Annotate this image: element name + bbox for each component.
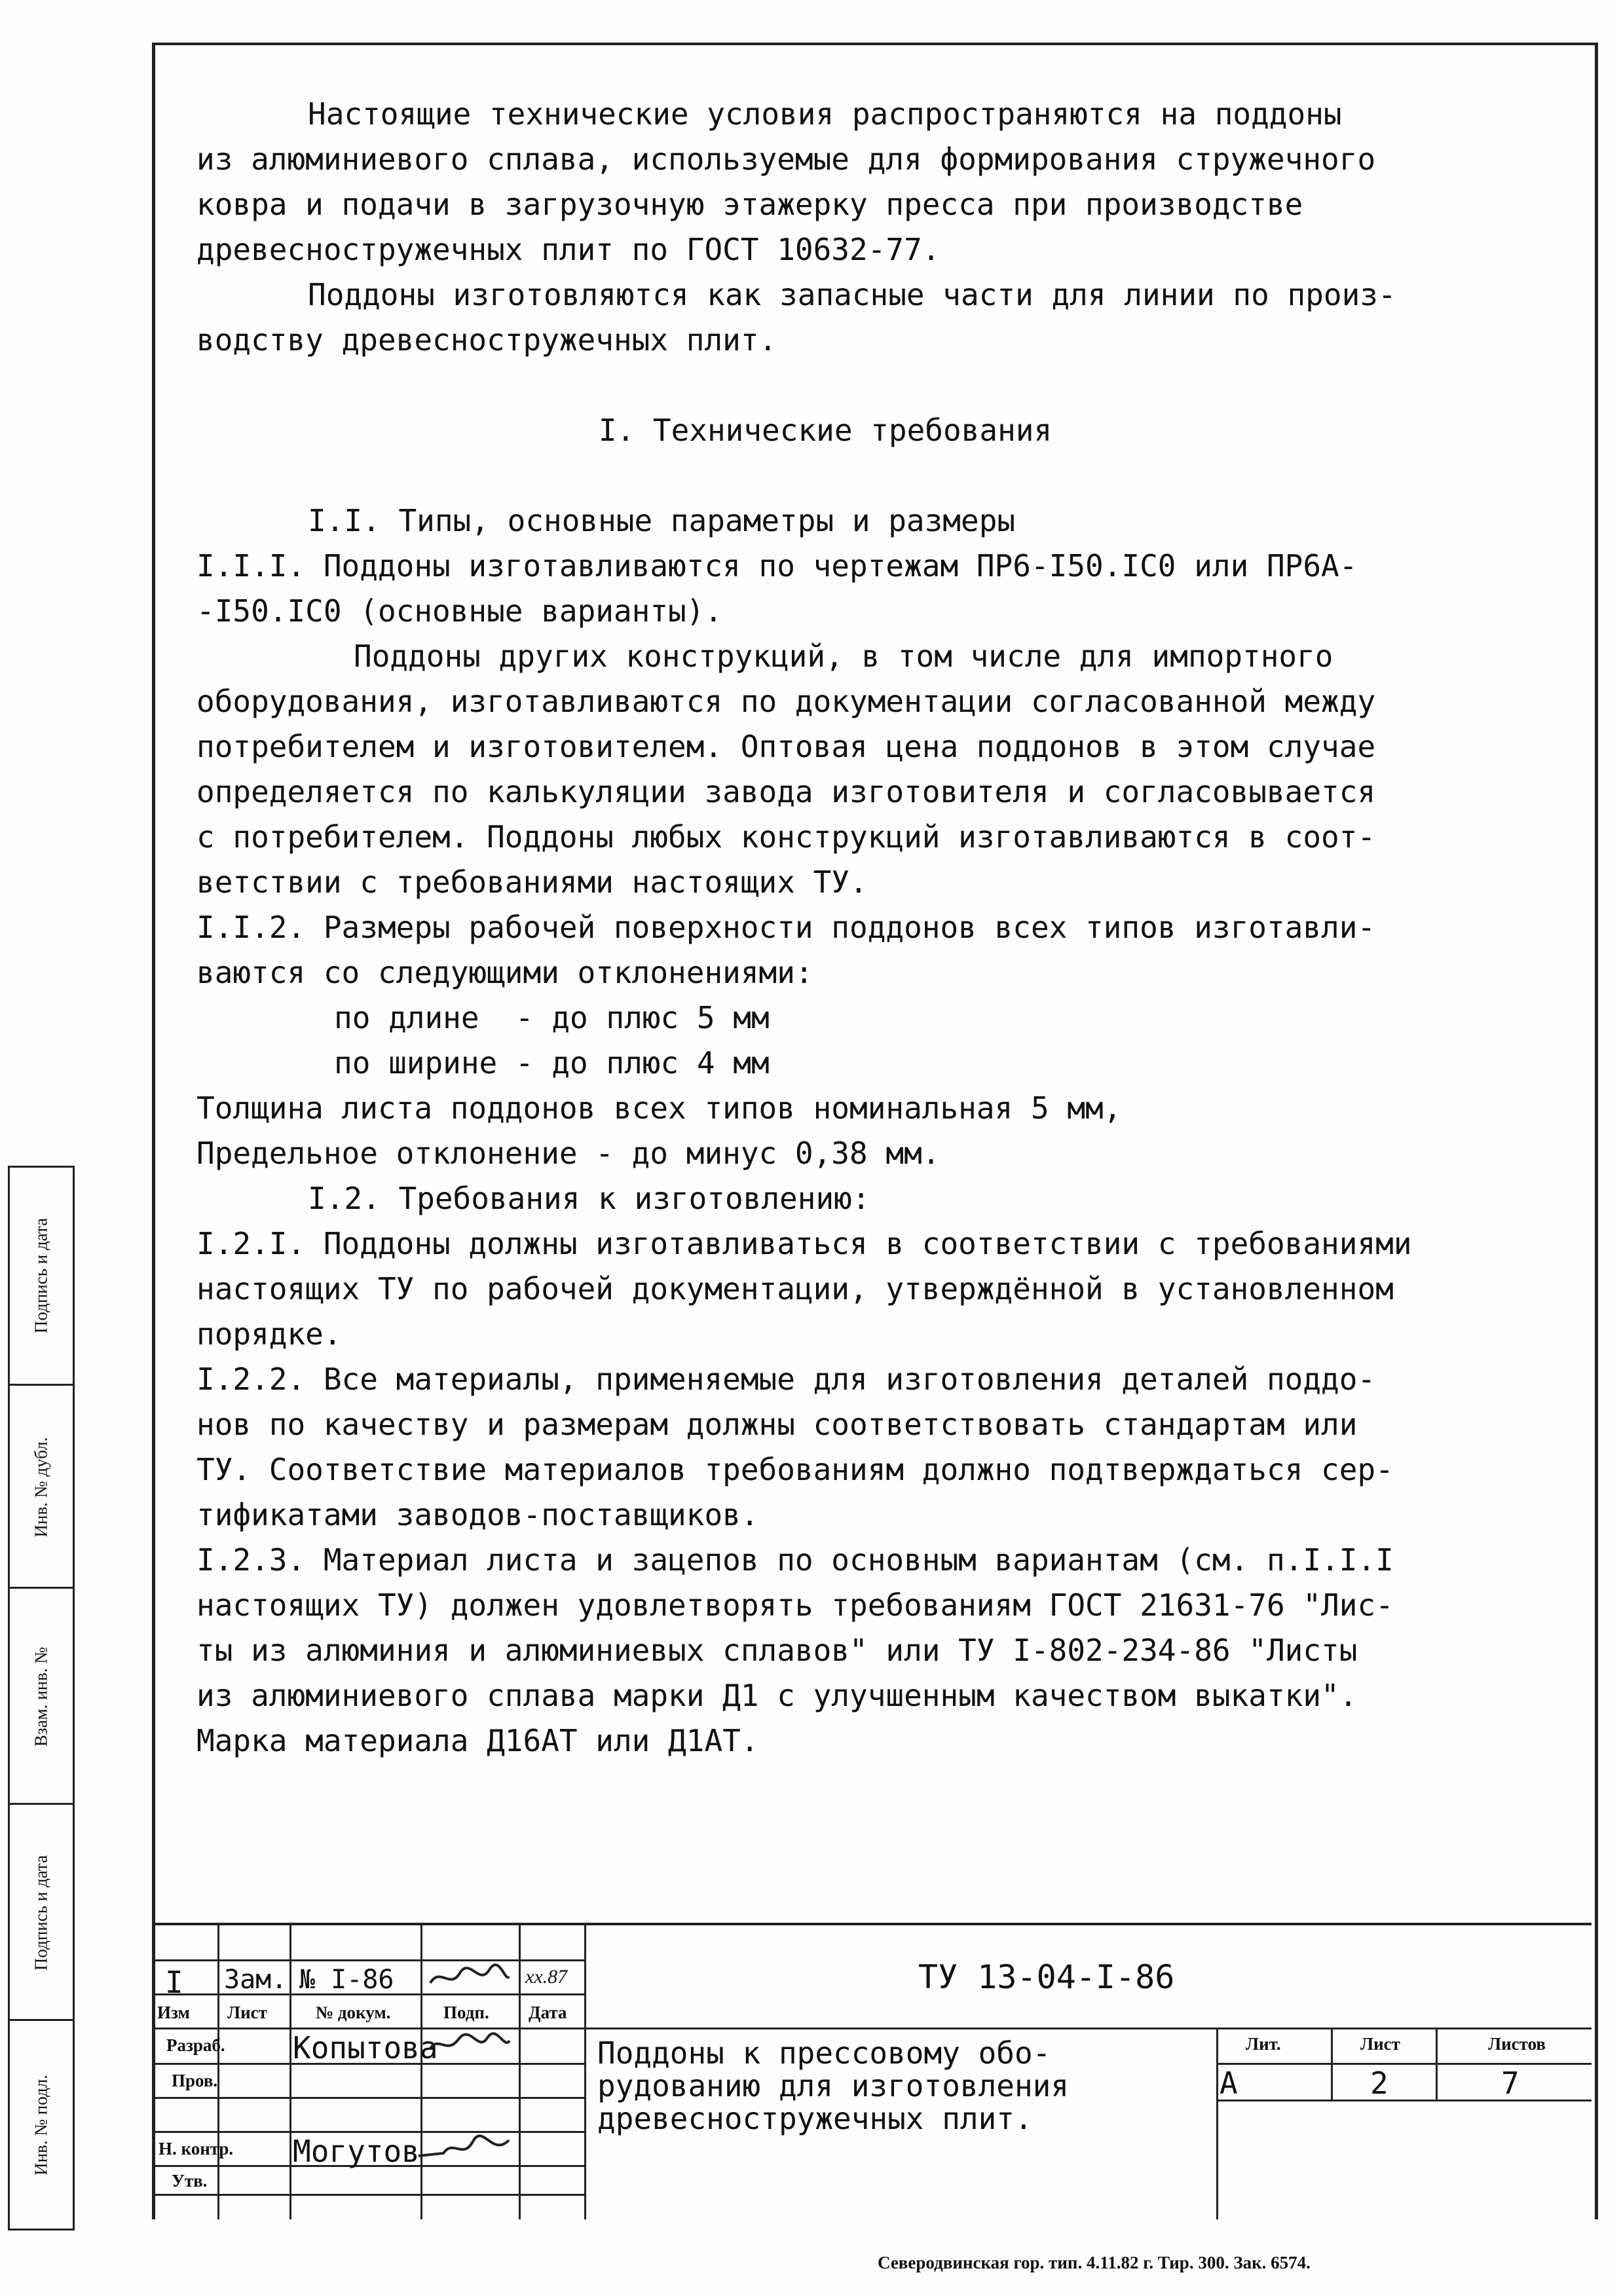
- hdr-sign: Подп.: [443, 2003, 489, 2022]
- strip-cell-inv-podl: Инв. № подл.: [10, 2019, 73, 2229]
- body-line: тификатами заводов-поставщиков.: [196, 1497, 759, 1532]
- body-line: по ширине - до плюс 4 мм: [334, 1045, 770, 1081]
- role-razrab: Разраб.: [166, 2035, 225, 2055]
- rev-date: хх.87: [525, 1966, 568, 1988]
- hdr-listov: Листов: [1488, 2034, 1546, 2054]
- body-line: по длине - до плюс 5 мм: [334, 1000, 770, 1035]
- body-line: Поддоны других конструкций, в том числе для импортного: [354, 639, 1333, 674]
- strip-cell-inv-dubl: Инв. № дубл.: [10, 1384, 73, 1589]
- printer-imprint: Северодвинская гор. тип. 4.11.82 г. Тир. 300. Зак. 6574.: [878, 2253, 1311, 2272]
- hdr-lit: Лит.: [1246, 2034, 1281, 2054]
- body-line: настоящих ТУ) должен удовлетворять требованиям ГОСТ 21631-76 "Лис-: [196, 1587, 1394, 1623]
- signature-icon: [427, 1963, 512, 1992]
- designation: ТУ 13-04-I-86: [918, 1958, 1175, 1996]
- body-line: ваются со следующими отклонениями:: [196, 955, 813, 990]
- body-line: -I50.IC0 (основные варианты).: [196, 593, 723, 629]
- body-line: порядке.: [196, 1316, 342, 1352]
- body-line: I.2.I. Поддоны должны изготавливаться в соответствии с требованиями: [196, 1226, 1412, 1261]
- body-line: I.I.I. Поддоны изготавливаются по чертежам ПР6-I50.IC0 или ПР6А-: [196, 548, 1358, 583]
- body-line: настоящих ТУ по рабочей документации, утверждённой в установленном: [196, 1271, 1394, 1306]
- body-line: Настоящие технические условия распространяются на поддоны: [308, 96, 1342, 132]
- rev-signature: [427, 1963, 512, 1999]
- strip-cell-vzam-inv: Взам. инв. №: [10, 1587, 73, 1805]
- title-block: [152, 1923, 1592, 2219]
- body-line: Толщина листа поддонов всех типов номинальная 5 мм,: [196, 1090, 1122, 1126]
- hdr-izm: Изм: [157, 2003, 190, 2022]
- list-value: 2: [1370, 2065, 1388, 2101]
- body-line: [196, 363, 1585, 408]
- signature-icon: [417, 2134, 512, 2162]
- razrab-signature: [427, 2030, 512, 2066]
- body-line: I.2.3. Материал листа и зацепов по основным вариантам (см. п.I.I.I: [196, 1542, 1394, 1578]
- signature-icon: [427, 2030, 512, 2059]
- body-line: [196, 453, 1585, 498]
- body-line: I.I. Типы, основные параметры и размеры: [308, 503, 1016, 538]
- rev-doc-no: № I-86: [299, 1965, 394, 1995]
- hdr-list-sheet: Лист: [1360, 2034, 1400, 2054]
- document-body: [196, 92, 1585, 1764]
- hdr-date: Дата: [529, 2003, 567, 2022]
- lit-value: А: [1220, 2065, 1238, 2101]
- strip-cell-podpis-data-1: Подпись и дата: [31, 1217, 51, 1334]
- body-line: I.2. Требования к изготовлению:: [308, 1181, 870, 1216]
- body-line: оборудования, изготавливаются по документации согласованной между: [196, 684, 1376, 719]
- body-line: определяется по калькуляции завода изготовителя и согласовывается: [196, 774, 1376, 809]
- name-razrab: Копытова: [293, 2030, 438, 2065]
- body-line: Поддоны изготовляются как запасные части для линии по произ-: [308, 277, 1396, 312]
- body-line: Марка материала Д16АТ или Д1АТ.: [196, 1723, 759, 1758]
- hdr-list: Лист: [227, 2003, 267, 2022]
- nkontr-signature: [417, 2134, 512, 2170]
- binding-strip: [8, 1166, 75, 2231]
- strip-cell-podpis-data-2: Подпись и дата: [10, 1803, 73, 2021]
- body-line: Предельное отклонение - до минус 0,38 мм.: [196, 1136, 941, 1171]
- role-prov: Пров.: [172, 2071, 218, 2090]
- body-line: из алюминиевого сплава, используемые для формирования стружечного: [196, 141, 1376, 177]
- body-line: I.I.2. Размеры рабочей поверхности поддонов всех типов изготавли-: [196, 910, 1376, 945]
- body-line: ветствии с требованиями настоящих ТУ.: [196, 864, 868, 900]
- rev-list: Зам.: [224, 1965, 288, 1995]
- body-line: ТУ. Соответствие материалов требованиям должно подтверждаться сер-: [196, 1452, 1394, 1487]
- name-nkontr: Могутов: [293, 2134, 420, 2169]
- listov-value: 7: [1501, 2065, 1519, 2101]
- body-line: I. Технические требования: [598, 413, 1053, 448]
- body-line: ты из алюминия и алюминиевых сплавов" или ТУ I-802-234-86 "Листы: [196, 1633, 1358, 1668]
- body-line: водству древесностружечных плит.: [196, 322, 777, 358]
- body-line: нов по качеству и размерам должны соответствовать стандартам или: [196, 1407, 1358, 1442]
- body-line: потребителем и изготовителем. Оптовая цена поддонов в этом случае: [196, 729, 1376, 764]
- role-utv: Утв.: [172, 2171, 208, 2191]
- body-line: ковра и подачи в загрузочную этажерку пресса при производстве: [196, 187, 1303, 222]
- body-line: I.2.2. Все материалы, применяемые для изготовления деталей поддо-: [196, 1361, 1376, 1397]
- body-line: из алюминиевого сплава марки Д1 с улучшенным качеством выкатки".: [196, 1678, 1358, 1713]
- product-title: Поддоны к прессовому обо- рудованию для изготовления древесностружечных плит.: [597, 2035, 1070, 2136]
- role-nkontr: Н. контр.: [158, 2139, 234, 2158]
- body-line: древесностружечных плит по ГОСТ 10632-77.: [196, 232, 941, 267]
- hdr-doc: № докум.: [316, 2003, 391, 2022]
- rev-izm: I: [165, 1965, 183, 2000]
- body-line: с потребителем. Поддоны любых конструкций изготавливаются в соот-: [196, 819, 1376, 855]
